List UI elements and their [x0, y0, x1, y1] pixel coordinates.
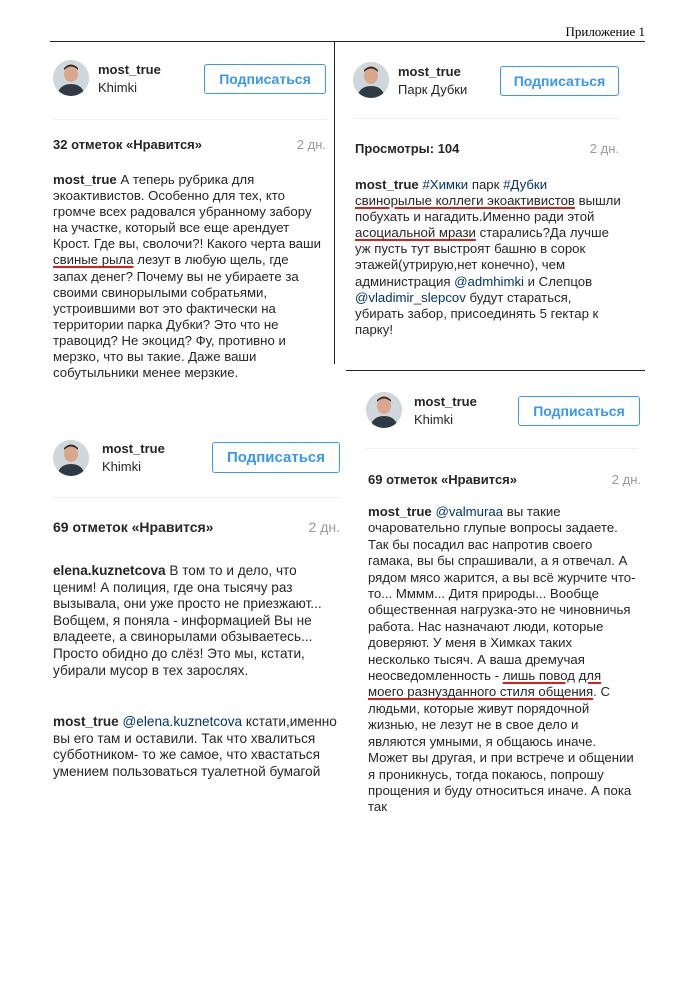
comment [53, 714, 338, 780]
username[interactable]: most_true [398, 64, 461, 79]
caption [355, 177, 623, 338]
comment-author[interactable]: most_true [53, 172, 117, 187]
hashtag-link[interactable]: #Химки [422, 177, 469, 192]
likes-count[interactable]: 32 отметок «Нравится» [53, 137, 202, 152]
underlined-phrase: свиные рыла [53, 252, 134, 268]
comment-text: вы такие очаровательно глупые вопросы задаете. Так бы посадил вас напротив своего гамака, вы бы спрашивали, а я отвечал. А рядом мясо жарится, а вы всё журчите что-то... Мммм... Дитя природы... Вообще общественная нагрузка-это не чиновничья работа. Нас назначают люди, которые доверяют. У меня в Химках таких несколько тысяч. А ваша дремучая неосведомленность - [368, 504, 636, 684]
comment-author[interactable]: elena.kuznetcova [53, 563, 166, 578]
username[interactable]: most_true [414, 394, 477, 409]
post-panel-d [360, 378, 645, 878]
hashtag-link[interactable]: #Дубки [503, 177, 548, 192]
divider [366, 448, 638, 449]
divider [353, 118, 619, 119]
comment [53, 563, 338, 679]
caption-text: и Слепцов [527, 273, 593, 289]
mention-link[interactable]: @admhimki [454, 273, 524, 289]
mention-link[interactable]: @valmuraa [435, 504, 504, 519]
avatar[interactable] [53, 440, 89, 476]
caption-text: старались?Да лучше уж пусть тут выстроят башню в сорок этажей(утрирую,нет конечно), чем администрация [355, 225, 609, 289]
divider [53, 119, 327, 120]
post-panel-c [50, 430, 346, 810]
likes-count[interactable]: 69 отметок «Нравится» [53, 519, 214, 535]
post-panel-a [50, 48, 334, 428]
comment-text: . С людьми, которые живут порядочной жизнью, не лезут не в свое дело и являются умными, я общаюсь иначе. Может вы другая, и при встрече и общении я проникнусь, тогда покаюсь, попрошу прощения и буду относиться иначе. А пока так [368, 684, 634, 815]
underlined-phrase: свинорылые коллеги экоактивистов [355, 193, 575, 209]
follow-button[interactable]: Подписаться [212, 442, 340, 473]
location[interactable]: Khimki [102, 459, 142, 474]
post-age: 2 дн. [308, 519, 340, 535]
comment [53, 172, 323, 381]
post-panel-b [343, 48, 643, 366]
avatar[interactable] [353, 62, 389, 98]
location[interactable]: Khimki [414, 412, 454, 427]
divider [53, 497, 341, 498]
location[interactable]: Парк Дубки [398, 82, 468, 97]
follow-button[interactable]: Подписаться [204, 64, 326, 94]
avatar[interactable] [53, 60, 89, 96]
appendix-label: Приложение 1 [565, 24, 645, 39]
follow-button[interactable]: Подписаться [518, 396, 640, 426]
views-count: Просмотры: 104 [355, 141, 460, 156]
frame-line-divider [334, 42, 335, 364]
caption-text: вышли побухать и нагадить.Именно ради этой [355, 193, 621, 225]
post-age: 2 дн. [296, 137, 326, 152]
avatar[interactable] [366, 392, 402, 428]
mention-link[interactable]: @elena.kuznetcova [122, 714, 243, 729]
underlined-phrase: лишь повод для моего разнузданного стиля общения [368, 668, 602, 700]
underlined-phrase: асоциальной мрази [355, 225, 476, 241]
comment [368, 504, 636, 816]
frame-line-mid [346, 370, 645, 371]
username[interactable]: most_true [98, 62, 161, 77]
mention-link[interactable]: @vladimir_slepcov [355, 289, 466, 305]
comment-text: лезут в любую щель, где запах денег? Почему вы не убираете за своими свинорылыми собратьями, устроившими вот это фактически на территории парка Дубки? Это что не травоцид? Не экоцид? Фу, противно и мерзко, что вы такие. Даже ваши собутыльники менее мерзкие. [53, 252, 299, 381]
caption-author[interactable]: most_true [355, 177, 419, 192]
post-age: 2 дн. [611, 472, 641, 487]
comment-text: кстати,именно вы его там и оставили. Так что хвалиться субботником- то же самое, что хвастаться умением пользоваться туалетной бумагой [53, 714, 337, 779]
follow-button[interactable]: Подписаться [500, 66, 619, 96]
post-age: 2 дн. [589, 141, 619, 156]
comment-text: В том то и дело, что ценим! А полиция, где она тысячу раз вызывала, они уже просто не приезжают... Вобщем, я поняла - информацией Вы не владеете, а свинорылами обзываетесь... Просто обидно до слёз! Это мы, кстати, убирали мусор в тех зарослях. [53, 563, 322, 678]
comment-author[interactable]: most_true [53, 714, 119, 729]
caption-text: будут стараться, убирать забор, присоединять 5 гектар к парку! [355, 289, 599, 337]
comment-text: А теперь рубрика для экоактивистов. Особенно для тех, кто громче всех радовался убранному забору на участке, который все еще арендует Крост. Где вы, сволочи?! Какого черта ваши [53, 172, 321, 252]
frame-line-top [50, 41, 645, 42]
location[interactable]: Khimki [98, 80, 138, 95]
comment-author[interactable]: most_true [368, 504, 432, 519]
username[interactable]: most_true [102, 441, 165, 456]
likes-count[interactable]: 69 отметок «Нравится» [368, 472, 517, 487]
caption-text: парк [471, 177, 500, 192]
